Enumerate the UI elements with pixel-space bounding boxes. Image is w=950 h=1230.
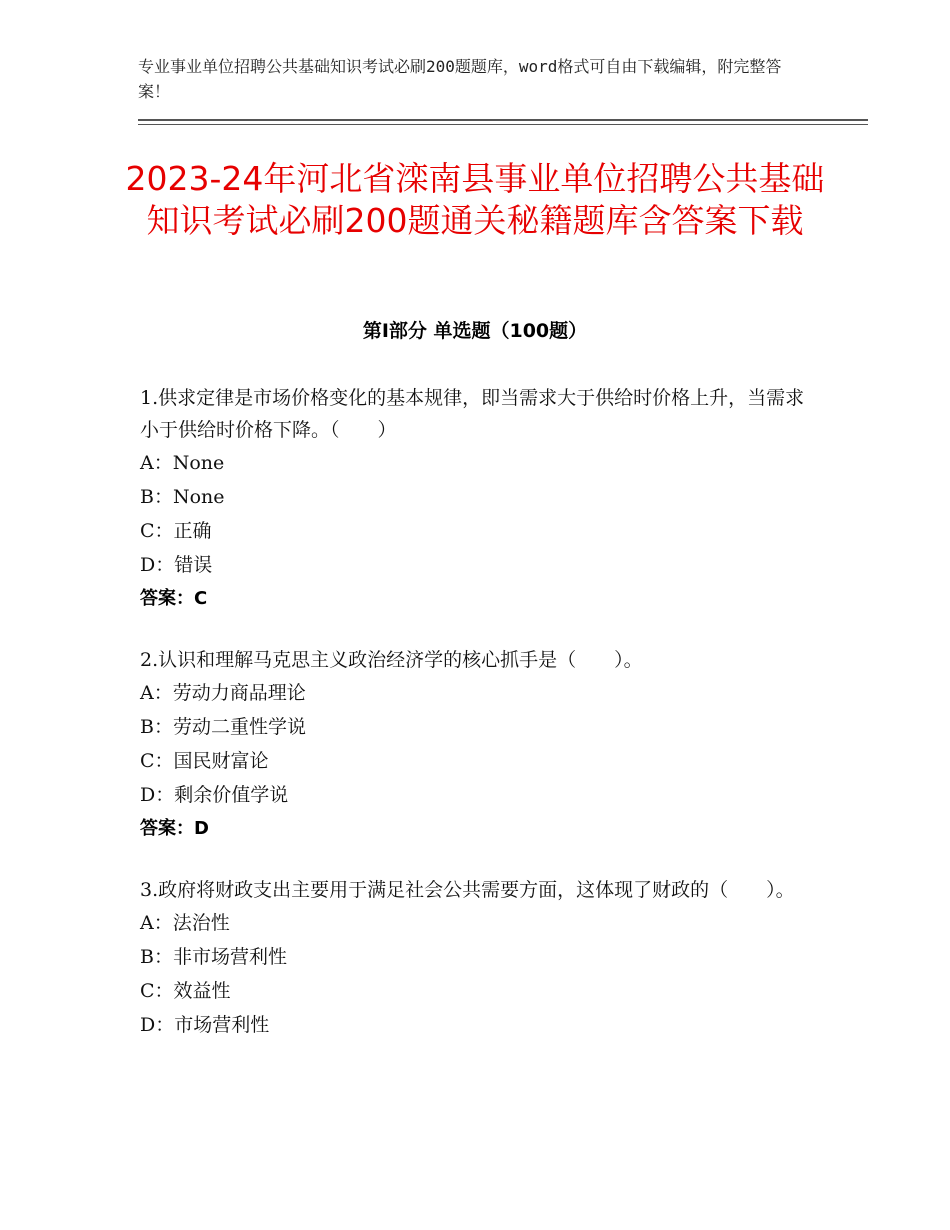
question-stem: 3.政府将财政支出主要用于满足社会公共需要方面，这体现了财政的（ ）。 — [140, 879, 795, 901]
question-stem: 2.认识和理解马克思主义政治经济学的核心抓手是（ ）。 — [140, 649, 643, 671]
question-list — [140, 382, 810, 1070]
option-b: B：None — [140, 486, 225, 508]
option-b: B：非市场营利性 — [140, 946, 287, 968]
question-3 — [140, 874, 810, 1042]
question-stem: 1.供求定律是市场价格变化的基本规律，即当需求大于供给时价格上升，当需求小于供给时价格下降。（ ） — [140, 387, 805, 441]
option-a: A：法治性 — [140, 912, 230, 934]
option-d: D：剩余价值学说 — [140, 784, 289, 806]
option-b: B：劳动二重性学说 — [140, 716, 306, 738]
header-note: 专业事业单位招聘公共基础知识考试必刷200题题库，word格式可自由下载编辑，附完整答案！ — [138, 57, 782, 101]
option-c: C：效益性 — [140, 980, 231, 1002]
document-title: 2023-24年河北省滦南县事业单位招聘公共基础知识考试必刷200题通关秘籍题库含答案下载 — [125, 159, 825, 240]
answer: 答案：D — [140, 818, 209, 839]
header-rule-thick — [138, 119, 868, 121]
option-d: D：错误 — [140, 554, 213, 576]
option-c: C：正确 — [140, 520, 212, 542]
answer: 答案：C — [140, 588, 208, 609]
header-rule-thin — [138, 124, 868, 125]
section-heading: 第Ⅰ部分 单选题（100题） — [362, 320, 588, 342]
option-a: A：劳动力商品理论 — [140, 682, 306, 704]
option-a: A：None — [140, 452, 225, 474]
question-1 — [140, 382, 810, 616]
option-d: D：市场营利性 — [140, 1014, 270, 1036]
question-2 — [140, 644, 810, 846]
option-c: C：国民财富论 — [140, 750, 269, 772]
